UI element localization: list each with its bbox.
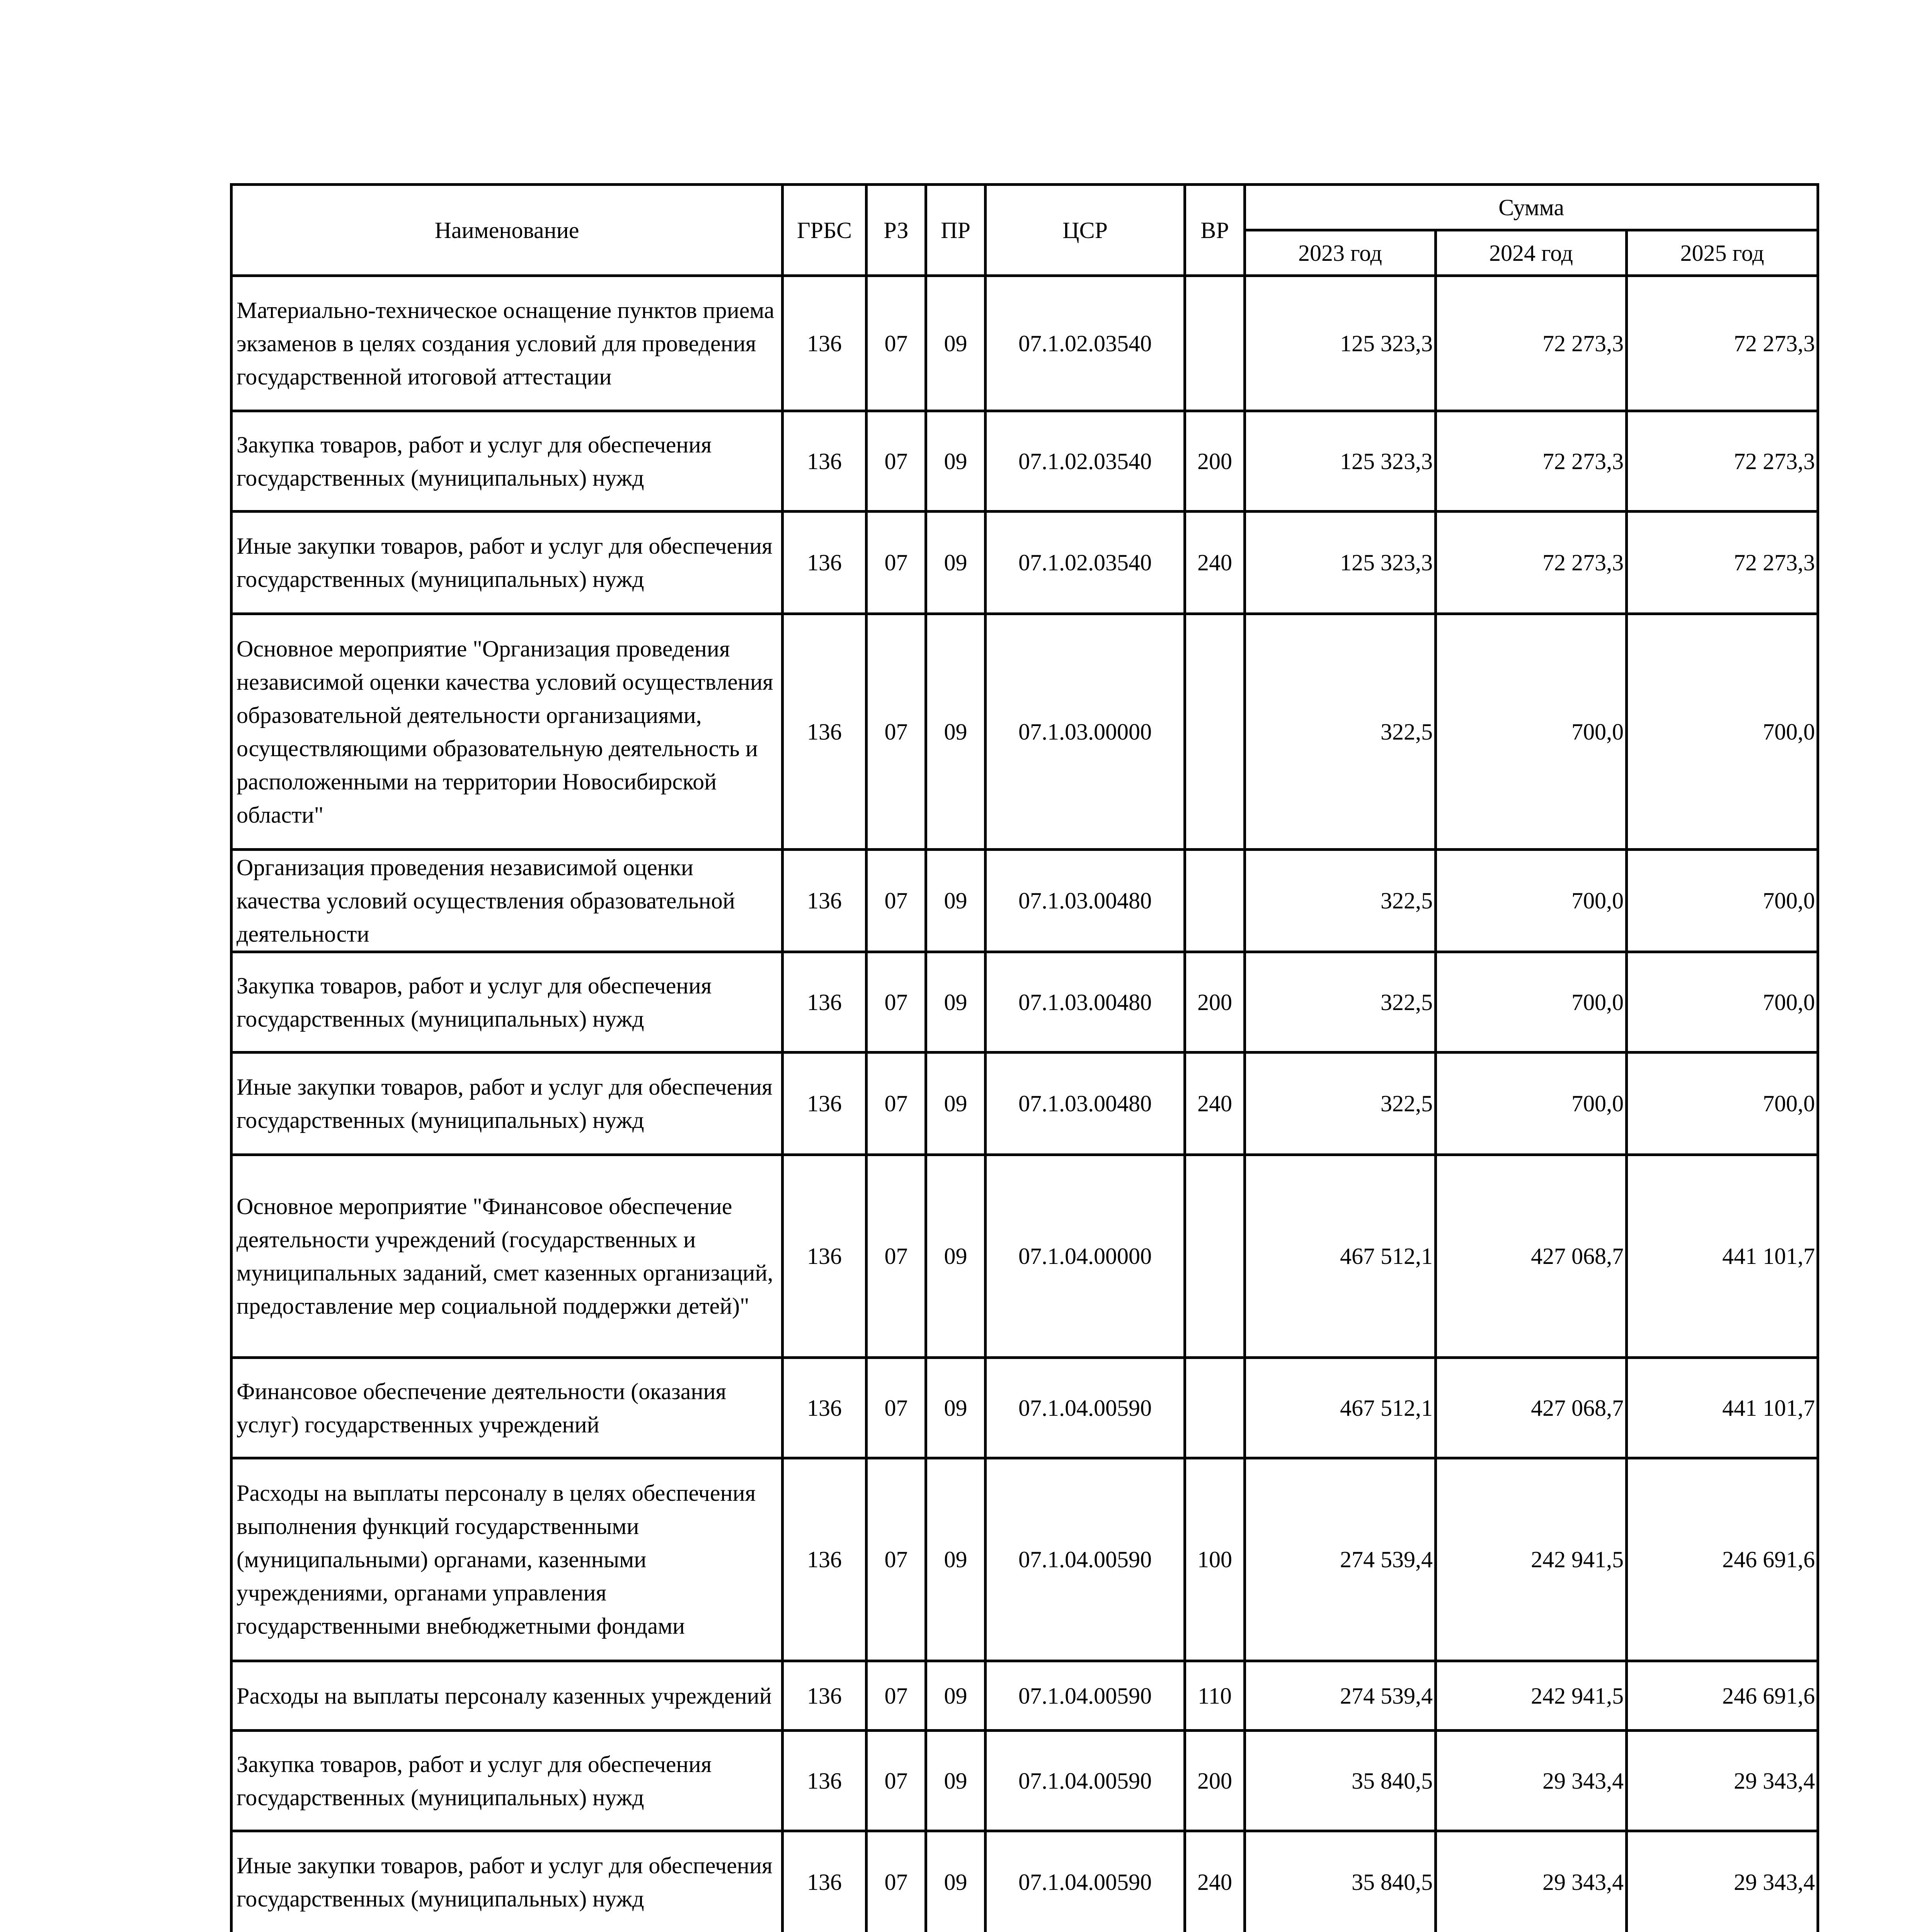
- row-vr: [1185, 1358, 1245, 1458]
- row-rz: 07: [867, 850, 926, 952]
- row-vr: [1185, 1155, 1245, 1358]
- row-csr: 07.1.04.00590: [986, 1661, 1185, 1731]
- row-name: Финансовое обеспечение деятельности (оказания услуг) государственных учреждений: [232, 1358, 783, 1458]
- row-name: Основное мероприятие "Финансовое обеспечение деятельности учреждений (государственных и муниципальных заданий, смет казенных организаций, предоставление мер социальной поддержки детей)": [232, 1155, 783, 1358]
- row-rz: 07: [867, 1731, 926, 1831]
- row-vr: 200: [1185, 411, 1245, 512]
- row-sum-2024: 72 273,3: [1436, 411, 1627, 512]
- row-sum-2024: 29 343,4: [1436, 1731, 1627, 1831]
- row-name: Расходы на выплаты персоналу в целях обеспечения выполнения функций государственными (муниципальными) органами, казенными учреждениями, органами управления государственными внебюджетными фондами: [232, 1458, 783, 1661]
- row-sum-2024: 72 273,3: [1436, 512, 1627, 614]
- row-name: Иные закупки товаров, работ и услуг для обеспечения государственных (муниципальных) нужд: [232, 1831, 783, 1932]
- row-rz: 07: [867, 614, 926, 850]
- row-grbs: 136: [783, 1458, 867, 1661]
- row-vr: 100: [1185, 1458, 1245, 1661]
- row-csr: 07.1.04.00000: [986, 1155, 1185, 1358]
- row-vr: 110: [1185, 1661, 1245, 1731]
- row-pr: 09: [926, 276, 986, 411]
- row-grbs: 136: [783, 1358, 867, 1458]
- row-grbs: 136: [783, 276, 867, 411]
- row-grbs: 136: [783, 1155, 867, 1358]
- row-rz: 07: [867, 411, 926, 512]
- table-row: [232, 1831, 1818, 1932]
- header-csr: ЦСР: [986, 185, 1185, 276]
- row-sum-2023: 125 323,3: [1245, 276, 1436, 411]
- table-row: [232, 411, 1818, 512]
- row-rz: 07: [867, 1053, 926, 1155]
- row-grbs: 136: [783, 1731, 867, 1831]
- row-sum-2023: 35 840,5: [1245, 1831, 1436, 1932]
- row-sum-2023: 125 323,3: [1245, 512, 1436, 614]
- row-name: Организация проведения независимой оценки качества условий осуществления образовательной деятельности: [232, 850, 783, 952]
- row-pr: 09: [926, 1458, 986, 1661]
- row-name: Закупка товаров, работ и услуг для обеспечения государственных (муниципальных) нужд: [232, 1731, 783, 1831]
- row-pr: 09: [926, 614, 986, 850]
- row-sum-2024: 427 068,7: [1436, 1155, 1627, 1358]
- row-csr: 07.1.02.03540: [986, 411, 1185, 512]
- row-csr: 07.1.02.03540: [986, 512, 1185, 614]
- row-sum-2023: 322,5: [1245, 614, 1436, 850]
- row-vr: [1185, 276, 1245, 411]
- row-vr: 240: [1185, 1053, 1245, 1155]
- header-rz: РЗ: [867, 185, 926, 276]
- row-pr: 09: [926, 1831, 986, 1932]
- table-row: [232, 952, 1818, 1053]
- row-sum-2023: 467 512,1: [1245, 1155, 1436, 1358]
- row-rz: 07: [867, 1661, 926, 1731]
- table-row: [232, 1053, 1818, 1155]
- table-row: [232, 1155, 1818, 1358]
- header-year-2024: 2024 год: [1436, 230, 1627, 276]
- row-csr: 07.1.02.03540: [986, 276, 1185, 411]
- row-sum-2025: 72 273,3: [1627, 411, 1818, 512]
- row-pr: 09: [926, 512, 986, 614]
- row-grbs: 136: [783, 952, 867, 1053]
- row-pr: 09: [926, 952, 986, 1053]
- row-sum-2023: 467 512,1: [1245, 1358, 1436, 1458]
- row-csr: 07.1.03.00000: [986, 614, 1185, 850]
- table-row: [232, 1358, 1818, 1458]
- row-vr: 240: [1185, 512, 1245, 614]
- row-vr: [1185, 850, 1245, 952]
- header-year-2025: 2025 год: [1627, 230, 1818, 276]
- row-name: Иные закупки товаров, работ и услуг для обеспечения государственных (муниципальных) нужд: [232, 512, 783, 614]
- row-rz: 07: [867, 1358, 926, 1458]
- row-sum-2025: 29 343,4: [1627, 1731, 1818, 1831]
- row-rz: 07: [867, 1831, 926, 1932]
- row-csr: 07.1.04.00590: [986, 1831, 1185, 1932]
- header-pr: ПР: [926, 185, 986, 276]
- row-name: Основное мероприятие "Организация проведения независимой оценки качества условий осуществления образовательной деятельности организациями, осуществляющими образовательную деятельность и расположенными на территории Новосибирской области": [232, 614, 783, 850]
- row-sum-2025: 441 101,7: [1627, 1358, 1818, 1458]
- row-csr: 07.1.04.00590: [986, 1458, 1185, 1661]
- row-grbs: 136: [783, 1831, 867, 1932]
- row-csr: 07.1.03.00480: [986, 850, 1185, 952]
- table-header: [232, 185, 1818, 276]
- row-rz: 07: [867, 952, 926, 1053]
- row-name: Расходы на выплаты персоналу казенных учреждений: [232, 1661, 783, 1731]
- row-sum-2024: 700,0: [1436, 614, 1627, 850]
- row-pr: 09: [926, 411, 986, 512]
- row-pr: 09: [926, 1358, 986, 1458]
- row-vr: 200: [1185, 952, 1245, 1053]
- table-row: [232, 1731, 1818, 1831]
- table-row: [232, 614, 1818, 850]
- row-grbs: 136: [783, 411, 867, 512]
- row-sum-2024: 700,0: [1436, 952, 1627, 1053]
- row-csr: 07.1.03.00480: [986, 952, 1185, 1053]
- table-row: [232, 512, 1818, 614]
- row-sum-2025: 700,0: [1627, 850, 1818, 952]
- row-sum-2024: 242 941,5: [1436, 1458, 1627, 1661]
- row-grbs: 136: [783, 512, 867, 614]
- row-sum-2023: 322,5: [1245, 1053, 1436, 1155]
- header-name: Наименование: [232, 185, 783, 276]
- row-rz: 07: [867, 1155, 926, 1358]
- row-sum-2023: 274 539,4: [1245, 1458, 1436, 1661]
- row-sum-2025: 700,0: [1627, 1053, 1818, 1155]
- row-name: Закупка товаров, работ и услуг для обеспечения государственных (муниципальных) нужд: [232, 411, 783, 512]
- row-pr: 09: [926, 1053, 986, 1155]
- row-sum-2023: 35 840,5: [1245, 1731, 1436, 1831]
- row-vr: [1185, 614, 1245, 850]
- row-sum-2024: 700,0: [1436, 1053, 1627, 1155]
- row-sum-2023: 322,5: [1245, 952, 1436, 1053]
- budget-table: [230, 183, 1819, 1932]
- row-csr: 07.1.03.00480: [986, 1053, 1185, 1155]
- row-pr: 09: [926, 850, 986, 952]
- row-grbs: 136: [783, 1661, 867, 1731]
- row-name: Материально-техническое оснащение пунктов приема экзаменов в целях создания условий для проведения государственной итоговой аттестации: [232, 276, 783, 411]
- row-vr: 240: [1185, 1831, 1245, 1932]
- header-grbs: ГРБС: [783, 185, 867, 276]
- row-pr: 09: [926, 1731, 986, 1831]
- row-grbs: 136: [783, 614, 867, 850]
- row-name: Закупка товаров, работ и услуг для обеспечения государственных (муниципальных) нужд: [232, 952, 783, 1053]
- row-sum-2025: 441 101,7: [1627, 1155, 1818, 1358]
- row-pr: 09: [926, 1661, 986, 1731]
- header-vr: ВР: [1185, 185, 1245, 276]
- table-body: [232, 276, 1818, 1932]
- row-sum-2024: 700,0: [1436, 850, 1627, 952]
- row-sum-2025: 700,0: [1627, 952, 1818, 1053]
- row-sum-2024: 29 343,4: [1436, 1831, 1627, 1932]
- row-sum-2025: 72 273,3: [1627, 512, 1818, 614]
- row-sum-2024: 72 273,3: [1436, 276, 1627, 411]
- row-sum-2024: 242 941,5: [1436, 1661, 1627, 1731]
- table-row: [232, 276, 1818, 411]
- row-grbs: 136: [783, 1053, 867, 1155]
- row-sum-2024: 427 068,7: [1436, 1358, 1627, 1458]
- row-sum-2025: 246 691,6: [1627, 1661, 1818, 1731]
- row-rz: 07: [867, 1458, 926, 1661]
- header-year-2023: 2023 год: [1245, 230, 1436, 276]
- row-sum-2023: 125 323,3: [1245, 411, 1436, 512]
- row-grbs: 136: [783, 850, 867, 952]
- row-csr: 07.1.04.00590: [986, 1358, 1185, 1458]
- row-sum-2025: 29 343,4: [1627, 1831, 1818, 1932]
- row-sum-2025: 246 691,6: [1627, 1458, 1818, 1661]
- row-rz: 07: [867, 512, 926, 614]
- row-sum-2025: 700,0: [1627, 614, 1818, 850]
- table-row: [232, 1661, 1818, 1731]
- row-sum-2023: 322,5: [1245, 850, 1436, 952]
- row-sum-2025: 72 273,3: [1627, 276, 1818, 411]
- row-pr: 09: [926, 1155, 986, 1358]
- row-sum-2023: 274 539,4: [1245, 1661, 1436, 1731]
- row-name: Иные закупки товаров, работ и услуг для обеспечения государственных (муниципальных) нужд: [232, 1053, 783, 1155]
- table-row: [232, 850, 1818, 952]
- table-row: [232, 1458, 1818, 1661]
- row-rz: 07: [867, 276, 926, 411]
- row-csr: 07.1.04.00590: [986, 1731, 1185, 1831]
- header-sum: Сумма: [1245, 185, 1818, 230]
- row-vr: 200: [1185, 1731, 1245, 1831]
